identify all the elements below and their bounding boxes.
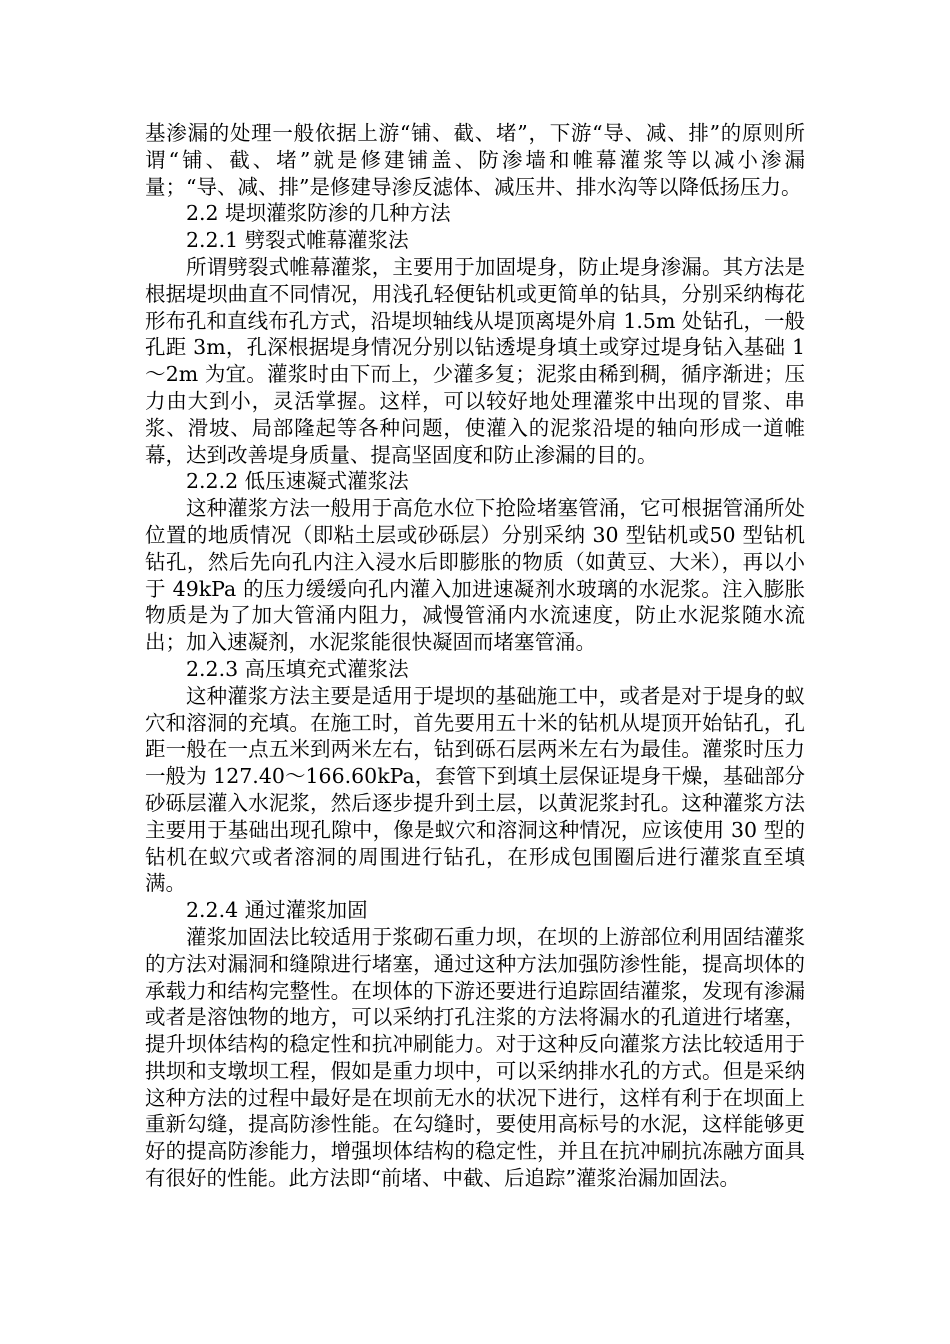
section-heading-2-2: 2.2 堤坝灌浆防渗的几种方法: [186, 201, 451, 226]
paragraph-split-curtain-grouting: 所谓劈裂式帷幕灌浆，主要用于加固堤身，防止堤身渗漏。其方法是根据堤坝曲直不同情况，用浅孔轻便钻机或更简单的钻具，分别采纳梅花形布孔和直线布孔方式，沿堤坝轴线从堤顶离堤外肩 1.5m 处钻孔，一般孔距 3m，孔深根据堤身情况分别以钻透堤身填土或穿过堤身钻入基础 1～2m 为宜。灌浆时由下而上，少灌多复；泥浆由稀到稠，循序渐进；压力由大到小，灵活掌握。这样，可以较好地处理灌浆中出现的冒浆、串浆、滑坡、局部隆起等各种问题，使灌入的泥浆沿堤的轴向形成一道帷幕，达到改善堤身质量、提高坚固度和防止渗漏的目的。: [145, 254, 805, 467]
subsection-heading-2-2-4: 2.2.4 通过灌浆加固: [186, 898, 368, 923]
paragraph-high-pressure-grouting: 这种灌浆方法主要是适用于堤坝的基础施工中，或者是对于堤身的蚁穴和溶洞的充填。在施工时，首先要用五十米的钻机从堤顶开始钻孔，孔距一般在一点五米到两米左右，钻到砾石层两米左右为最佳。灌浆时压力一般为 127.40～166.60kPa，套管下到填土层保证堤身干燥，基础部分砂砾层灌入水泥浆，然后逐步提升到土层，以黄泥浆封孔。这种灌浆方法主要用于基础出现孔隙中，像是蚁穴和溶洞这种情况，应该使用 30 型的钻机在蚁穴或者溶洞的周围进行钻孔，在形成包围圈后进行灌浆直至填满。: [145, 683, 805, 896]
subsection-heading-2-2-2: 2.2.2 低压速凝式灌浆法: [186, 469, 409, 494]
document-page: [145, 120, 805, 1192]
subsection-heading-2-2-3: 2.2.3 高压填充式灌浆法: [186, 656, 409, 681]
paragraph-seepage-principles: 基渗漏的处理一般依据上游“铺、截、堵”，下游“导、减、排”的原则所谓“铺、截、堵”就是修建铺盖、防渗墙和帷幕灌浆等以减小渗漏量；“导、减、排”是修建导渗反滤体、减压井、排水沟等以降低扬压力。: [145, 121, 805, 199]
paragraph-grouting-reinforcement: 灌浆加固法比较适用于浆砌石重力坝，在坝的上游部位利用固结灌浆的方法对漏洞和缝隙进行堵塞，通过这种方法加强防渗性能，提高坝体的承载力和结构完整性。在坝体的下游还要进行追踪固结灌浆，发现有渗漏或者是溶蚀物的地方，可以采纳打孔注浆的方法将漏水的孔道进行堵塞，提升坝体结构的稳定性和抗冲刷能力。对于这种反向灌浆方法比较适用于拱坝和支墩坝工程，假如是重力坝中，可以采纳排水孔的方式。但是采纳这种方法的过程中最好是在坝前无水的状况下进行，这样有利于在坝面上重新勾缝，提高防渗性能。在勾缝时，要使用高标号的水泥，这样能够更好的提高防渗能力，增强坝体结构的稳定性，并且在抗冲刷抗冻融方面具有很好的性能。此方法即“前堵、中截、后追踪”灌浆治漏加固法。: [145, 924, 805, 1191]
paragraph-low-pressure-grouting: 这种灌浆方法一般用于高危水位下抢险堵塞管涌，它可根据管涌所处位置的地质情况（即粘土层或砂砾层）分别采纳 30 型钻机或50 型钻机钻孔，然后先向孔内注入浸水后即膨胀的物质（如黄豆、大米），再以小于 49kPa 的压力缓缓向孔内灌入加进速凝剂水玻璃的水泥浆。注入膨胀物质是为了加大管涌内阻力，减慢管涌内水流速度，防止水泥浆随水流出；加入速凝剂，水泥浆能很快凝固而堵塞管涌。: [145, 496, 805, 655]
subsection-heading-2-2-1: 2.2.1 劈裂式帷幕灌浆法: [186, 228, 409, 253]
